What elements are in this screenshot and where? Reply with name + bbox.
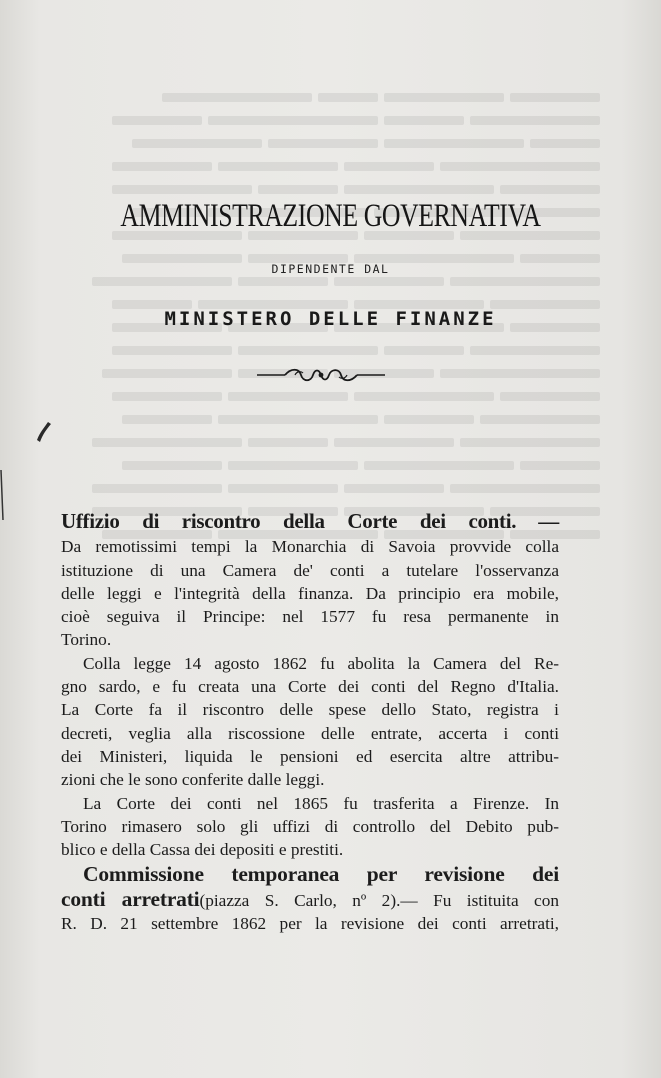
section2-heading-cont: conti arretrati	[61, 886, 200, 911]
section1-heading-line	[61, 510, 559, 534]
body-text	[61, 510, 559, 935]
section2-heading-line2	[61, 888, 559, 912]
section2-address: (piazza S. Carlo, nº 2).— Fu istituita con	[199, 890, 559, 910]
text-line: R. D. 21 settembre 1862 per la revisione dei conti arretrati,	[61, 914, 559, 934]
page-edge-mark	[0, 470, 8, 520]
decorative-flourish-icon	[255, 366, 387, 384]
text-line: zioni che le sono conferite dalle leggi.	[61, 770, 325, 790]
text-line: gno sardo, e fu creata una Corte dei conti del Regno d'Italia.	[61, 677, 559, 697]
page-title: AMMINISTRAZIONE GOVERNATIVA	[120, 198, 541, 234]
section1-heading-dash: —	[538, 509, 559, 533]
section2-heading: Commissione temporanea per revisione dei	[83, 862, 559, 887]
text-line: La Corte dei conti nel 1865 fu trasferita a Firenze. In	[83, 793, 559, 813]
text-line: Da remotissimi tempi la Monarchia di Savoia provvide colla	[61, 537, 559, 557]
ministry-title: MINISTERO DELLE FINANZE	[164, 308, 497, 330]
section2-heading-line	[61, 863, 559, 887]
page-subtitle: DIPENDENTE DAL	[271, 262, 390, 276]
text-line: Colla legge 14 agosto 1862 fu abolita la Camera del Re-	[83, 653, 559, 673]
section1-heading: Uffizio di riscontro della Corte dei conti.	[61, 509, 517, 533]
text-line: istituzione di una Camera de' conti a tutelare l'osservanza	[61, 560, 559, 580]
text-line: delle leggi e l'integrità della finanza. Da principio era mobile,	[61, 583, 559, 603]
text-line: La Corte fa il riscontro delle spese dello Stato, registra i	[61, 700, 559, 720]
text-line: dei Ministeri, liquida le pensioni ed esercita altre attribu-	[61, 746, 559, 766]
ink-mark	[34, 420, 54, 444]
text-line: Torino.	[61, 630, 112, 650]
text-line: blico e della Cassa dei depositi e prestiti.	[61, 840, 344, 860]
text-line: cioè seguiva il Principe: nel 1577 fu resa permanente in	[61, 607, 559, 627]
text-line: decreti, veglia alla riscossione delle entrate, accerta i conti	[61, 723, 559, 743]
text-line: Torino rimasero solo gli uffizi di controllo del Debito pub-	[61, 816, 559, 836]
